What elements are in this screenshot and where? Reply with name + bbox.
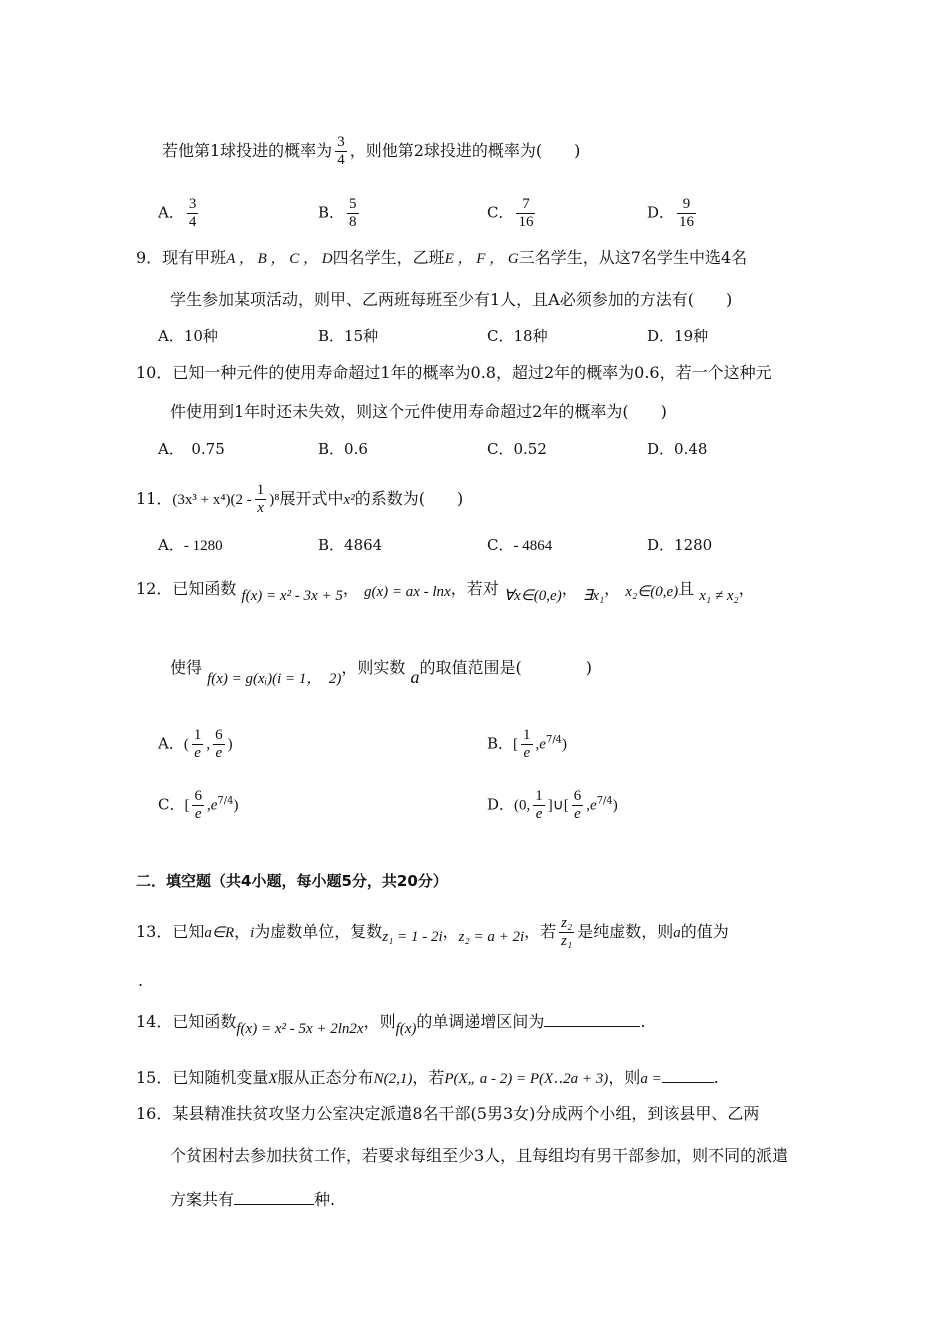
q14-stem: 14．已知函数f(x) = x² - 5x + 2ln2x，则f(x)的单调递增区间为 .: [136, 1012, 646, 1037]
q8-stem: [162, 134, 580, 169]
q8-fraction: $\frac{3}{4}$: [337, 134, 345, 168]
q12-option-a[interactable]: A．( $\frac{1}{e}$ , $\frac{6}{e}$ ): [158, 727, 233, 761]
q16-line2: 个贫困村去参加扶贫工作，若要求每组至少3人，且每组均有男干部参加，则不同的派遣: [170, 1146, 789, 1165]
q11-option-c[interactable]: C．- 4864: [487, 536, 553, 554]
q11-option-a[interactable]: A．- 1280: [158, 536, 223, 554]
q12-option-d[interactable]: D．(0, $\frac{1}{e}$ ]∪[ $\frac{6}{e}$ $,e^{7/4}$): [487, 788, 618, 822]
q12-option-b[interactable]: B．[ $\frac{1}{e}$ $,e^{7/4}$): [487, 727, 568, 761]
q11-option-d[interactable]: D．1280: [647, 536, 713, 554]
q16-line3: 方案共有 种.: [170, 1190, 336, 1209]
q13-stem: 13．已知a∈R，i为虚数单位，复数z₁ = 1 - 2i，z₂ = a + 2i，若 $\frac{\text{z₂}}{\text{z₁}}$ 是纯虚数，则a的值为: [136, 915, 729, 949]
q8-text: 若他第1球投进的概率为: [162, 141, 333, 160]
q10-line1: 10．已知一种元件的使用寿命超过1年的概率为0.8，超过2年的概率为0.6，若一个这种元: [136, 363, 772, 382]
q8-text-b: ，则他第2球投进的概率为( ): [349, 141, 581, 160]
q9-option-a[interactable]: A．10种: [158, 327, 218, 345]
q11-stem: 11．(3x³ + x⁴)(2 - $\frac{1}{x}$ )⁸展开式中x²的系数为( ): [136, 482, 464, 516]
q10-line2: 件使用到1年时还未失效，则这个元件使用寿命超过2年的概率为( ): [170, 402, 667, 421]
q8-option-c[interactable]: C． $\frac{7}{16}$: [487, 196, 534, 230]
q10-option-d[interactable]: D．0.48: [647, 440, 708, 458]
section-fill-in-title: 二．填空题（共4小题，每小题5分，共20分）: [136, 872, 448, 890]
q8-option-b[interactable]: B． $\frac{5}{8}$: [318, 196, 357, 230]
q8-option-a[interactable]: A． $\frac{3}{4}$: [158, 196, 197, 230]
q11-option-b[interactable]: B．4864: [318, 536, 383, 554]
q13-tail: .: [138, 971, 144, 990]
q9-line1: 9．现有甲班A ， B ， C ， D四名学生，乙班E ， F ， G三名学生，从这7名学生中选4名: [136, 248, 748, 267]
q9-option-d[interactable]: D．19种: [647, 327, 709, 345]
q9-option-c[interactable]: C．18种: [487, 327, 548, 345]
q9-line2: 学生参加某项活动，则甲、乙两班每班至少有1人，且A必须参加的方法有( ): [170, 290, 733, 309]
q14-answer-blank[interactable]: [544, 1010, 640, 1027]
q12-option-c[interactable]: C．[ $\frac{6}{e}$ $,e^{7/4}$): [158, 788, 239, 822]
q11-expression: (3x³ + x⁴)(2 -: [172, 492, 252, 508]
q15-stem: 15．已知随机变量X服从正态分布N(2,1)，若P(X„ a - 2) = P(X‥2a + 3)，则a = .: [136, 1068, 719, 1087]
q9-option-b[interactable]: B．15种: [318, 327, 379, 345]
q12-line1: 12．已知函数 f(x) = x² - 3x + 5， g(x) = ax - lnx，若对 ∀x∈(0,e)， ∃x₁， x₂∈(0,e)且 x₁ ≠ x₂，: [136, 579, 755, 604]
q10-option-a[interactable]: A． 0.75: [158, 440, 225, 458]
q10-option-c[interactable]: C．0.52: [487, 440, 547, 458]
q12-line2: 使得 f(x) = g(xᵢ)(i = 1， 2)，则实数 a的取值范围是( ): [170, 658, 592, 687]
q15-answer-blank[interactable]: [662, 1066, 714, 1083]
q16-answer-blank[interactable]: [234, 1188, 314, 1205]
q10-option-b[interactable]: B．0.6: [318, 440, 368, 458]
q16-line1: 16．某县精准扶贫攻坚力公室决定派遣8名干部(5男3女)分成两个小组，到该县甲、乙两: [136, 1104, 760, 1123]
q8-option-d[interactable]: D． $\frac{9}{16}$: [647, 196, 695, 230]
